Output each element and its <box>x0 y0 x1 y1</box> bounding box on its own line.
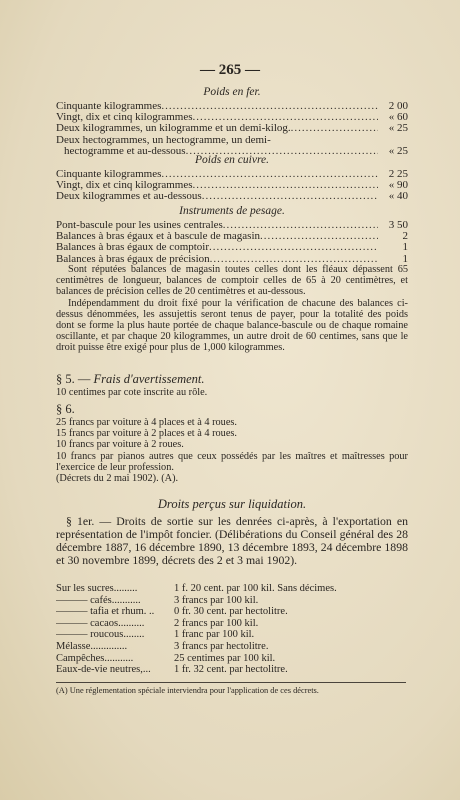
tariff-row: Cinquante kilogrammes ..... 2 00 <box>56 101 408 112</box>
tariff-row: hectogramme et au-dessous ..... « 25 <box>56 146 408 157</box>
table-row: ——— tafia et rhum. .. 0 fr. 30 cent. par hectolitre. <box>56 606 288 618</box>
section-5 <box>56 370 408 398</box>
copper-weights-section <box>56 154 408 203</box>
tariff-row: Balances à bras égaux de précision ..... 1 <box>56 254 408 265</box>
paragraph: 10 centimes par cote inscrite au rôle. <box>56 387 208 398</box>
list-item: 25 francs par voiture à 4 places et à 4 roues. <box>56 417 237 428</box>
section-heading: § 6. <box>56 402 75 416</box>
section-title: Droits perçus sur liquidation. <box>157 497 307 511</box>
footnote: (A) Une réglementation spéciale interviendra pour l'application de ces décrets. <box>56 685 319 695</box>
tariff-row: Vingt, dix et cinq kilogrammes ..... « 60 <box>56 112 408 123</box>
paragraph: Indépendamment du droit fixé pour la vérification de chacune des balances ci-dessus dénommées, les assujettis seront tenus de payer, pour la totalité des poids dont se forme la plus haute portée de chaque balance-bascule ou de chaque romaine oscillante, et par chaque 20 kilogrammes, un autre droit de 60 centimes, sans que le droit puisse être exigé pour plus de 1,000 kilogrammes. <box>56 297 408 354</box>
table-row: Mélasse.............. 3 francs par hectolitre. <box>56 640 269 652</box>
list-item: (Décrets du 2 mai 1902). (A). <box>56 473 179 485</box>
tariff-row: Deux kilogrammes et au-dessous ..... « 40 <box>56 191 408 202</box>
tariff-row: Vingt, dix et cinq kilogrammes ..... « 90 <box>56 180 408 191</box>
balance-notes <box>56 264 408 354</box>
tariff-row: Deux hectogrammes, un hectogramme, un demi- <box>56 133 271 146</box>
paragraph: Sont réputées balances de magasin toutes celles dont les fléaux dépassent 65 centimètres de longueur, balances de comptoir celles de 65 à 20 centimètres, et balances de précision celles de 20 centimètres et au-dessous. <box>56 264 408 298</box>
paragraph: § 1er. — Droits de sortie sur les denrées ci-après, à l'exportation en représentation de l'impôt foncier. (Délibérations du Conseil général des 28 décembre 1887, 16 décembre 1890, 13 décembre 1893, 24 décembre 1898 et 30 novembre 1899, décrets des 2 et 3 mai 1902). <box>56 514 408 567</box>
table-row: Eaux-de-vie neutres,... 1 fr. 32 cent. par hectolitre. <box>56 664 288 676</box>
iron-weights-section <box>56 86 408 157</box>
section-title: Poids en fer. <box>203 86 261 98</box>
tariff-row: Deux kilogrammes, un kilogramme et un demi-kilog. ..... « 25 <box>56 123 408 134</box>
list-item: 10 francs par voiture à 2 roues. <box>56 439 184 451</box>
list-item: 10 francs par pianos autres que ceux possédés par les maîtres et maîtresses pour l'exercice de leur profession. <box>56 450 408 473</box>
footnote-divider <box>56 682 406 683</box>
tariff-row: Pont-bascule pour les usines centrales ..... 3 50 <box>56 220 408 231</box>
table-row: Sur les sucres......... 1 f. 20 cent. par 100 kil. Sans décimes. <box>56 583 337 594</box>
list-item: 15 francs par voiture à 2 places et à 4 roues. <box>56 428 237 440</box>
section-title: Instruments de pesage. <box>179 205 285 217</box>
liquidation-section <box>56 494 408 567</box>
table-row: ——— cacaos.......... 2 francs par 100 kil. <box>56 617 259 629</box>
export-duties-table <box>56 583 408 696</box>
table-row: Campêches........... 25 centimes par 100 kil. <box>56 652 276 664</box>
tariff-row: Cinquante kilogrammes ..... 2 25 <box>56 169 408 180</box>
section-title: Poids en cuivre. <box>195 154 269 166</box>
section-heading: § 5. — Frais d'avertissement. <box>56 372 205 386</box>
table-row: ——— roucous........ 1 franc par 100 kil. <box>56 629 255 641</box>
page-number: — 265 — <box>200 62 260 78</box>
table-row: ——— cafés........... 3 francs par 100 kil. <box>56 594 259 606</box>
tariff-row: Balances à bras égaux et à bascule de magasin ..... 2 <box>56 231 408 242</box>
section-6 <box>56 400 408 484</box>
weighing-instruments-section <box>56 205 408 265</box>
tariff-row: Balances à bras égaux de comptoir ..... 1 <box>56 242 408 253</box>
